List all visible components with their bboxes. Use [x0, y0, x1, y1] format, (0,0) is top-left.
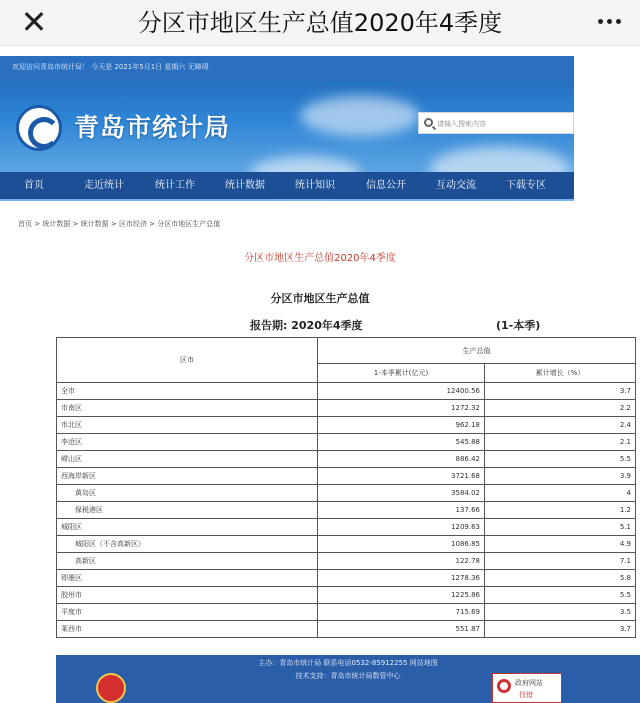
table-row: [57, 519, 636, 536]
growth-value-cell: 2.4: [485, 417, 636, 434]
error-report-label: 找错: [519, 691, 533, 699]
search-icon: [424, 118, 433, 127]
region-name-cell: 李沧区: [57, 434, 318, 451]
region-name-cell: 高新区: [57, 553, 318, 570]
growth-value-cell: 7.1: [485, 553, 636, 570]
site-logo-icon: [16, 105, 62, 151]
cumulative-value-cell: 886.42: [318, 451, 485, 468]
gov-site-error-report-button[interactable]: [492, 673, 562, 703]
region-name-cell: 胶州市: [57, 587, 318, 604]
cumulative-value-cell: 551.87: [318, 621, 485, 638]
growth-value-cell: 2.1: [485, 434, 636, 451]
region-name-cell: 城阳区（不含高新区）: [57, 536, 318, 553]
page-title: 分区市地区生产总值2020年4季度: [137, 9, 503, 37]
region-name-cell: 黄岛区: [57, 485, 318, 502]
column-header-region: 区市: [57, 338, 318, 383]
cumulative-value-cell: 137.66: [318, 502, 485, 519]
table-row: [57, 502, 636, 519]
growth-value-cell: 5.5: [485, 451, 636, 468]
nav-item-download[interactable]: 下载专区: [506, 180, 546, 191]
column-header-cumulative: 1-本季累计(亿元): [318, 364, 485, 383]
nav-item-knowledge[interactable]: 统计知识: [295, 180, 335, 191]
table-row: [57, 434, 636, 451]
more-options-icon[interactable]: [598, 10, 622, 34]
cumulative-value-cell: 1209.63: [318, 519, 485, 536]
nav-item-interaction[interactable]: 互动交流: [436, 180, 476, 191]
region-name-cell: 全市: [57, 383, 318, 400]
growth-value-cell: 3.7: [485, 383, 636, 400]
cumulative-value-cell: 3584.02: [318, 485, 485, 502]
cloud-decoration: [300, 96, 420, 136]
footer-sponsor: 主办：青岛市统计局 联系电话0532-85912255 网站地图: [258, 659, 438, 667]
report-title: 分区市地区生产总值2020年4季度: [244, 253, 396, 264]
site-name: 青岛市统计局: [74, 113, 231, 142]
growth-value-cell: 5.1: [485, 519, 636, 536]
growth-value-cell: 2.2: [485, 400, 636, 417]
gdp-table: [56, 337, 636, 638]
table-row: [57, 417, 636, 434]
cumulative-value-cell: 1278.36: [318, 570, 485, 587]
report-period: 报告期: 2020年4季度: [250, 319, 363, 332]
region-name-cell: 平度市: [57, 604, 318, 621]
table-row: [57, 536, 636, 553]
cumulative-value-cell: 1086.85: [318, 536, 485, 553]
main-nav: [0, 172, 574, 199]
table-title: 分区市地区生产总值: [270, 292, 370, 305]
growth-value-cell: 4: [485, 485, 636, 502]
table-row: [57, 570, 636, 587]
gov-site-label: 政府网站: [515, 679, 543, 687]
cumulative-value-cell: 122.78: [318, 553, 485, 570]
region-name-cell: 莱西市: [57, 621, 318, 638]
growth-value-cell: 4.9: [485, 536, 636, 553]
region-name-cell: 崂山区: [57, 451, 318, 468]
region-name-cell: 城阳区: [57, 519, 318, 536]
nav-item-work[interactable]: 统计工作: [155, 180, 195, 191]
nav-item-disclosure[interactable]: 信息公开: [366, 180, 406, 191]
region-name-cell: 保税港区: [57, 502, 318, 519]
table-row: [57, 553, 636, 570]
table-row: [57, 451, 636, 468]
cumulative-value-cell: 12400.56: [318, 383, 485, 400]
growth-value-cell: 3.9: [485, 468, 636, 485]
cumulative-value-cell: 3721.68: [318, 468, 485, 485]
table-row: [57, 587, 636, 604]
footer-tech-support: 技术支持：青岛市统计局数管中心: [295, 672, 401, 680]
growth-value-cell: 3.7: [485, 621, 636, 638]
table-row: [57, 621, 636, 638]
column-header-growth: 累计增长（%）: [485, 364, 636, 383]
table-row: [57, 468, 636, 485]
growth-value-cell: 1.2: [485, 502, 636, 519]
growth-value-cell: 5.5: [485, 587, 636, 604]
cumulative-value-cell: 715.69: [318, 604, 485, 621]
region-name-cell: 市北区: [57, 417, 318, 434]
cumulative-value-cell: 545.88: [318, 434, 485, 451]
mobile-top-bar: [0, 0, 640, 46]
nav-item-about[interactable]: 走近统计: [84, 180, 124, 191]
welcome-bar: [0, 56, 574, 82]
cumulative-value-cell: 962.18: [318, 417, 485, 434]
growth-value-cell: 3.5: [485, 604, 636, 621]
region-name-cell: 市南区: [57, 400, 318, 417]
column-header-gdp: 生产总值: [318, 338, 636, 364]
welcome-text: 欢迎访问青岛市统计局！ 今天是 2021年5月1日 星期六 无障碍: [12, 63, 209, 71]
party-emblem-icon[interactable]: [96, 673, 126, 703]
close-icon[interactable]: ✕: [20, 3, 48, 41]
nav-item-home[interactable]: 首页: [24, 180, 44, 191]
cumulative-value-cell: 1225.86: [318, 587, 485, 604]
search-placeholder: 请输入搜索内容: [437, 120, 486, 128]
nav-item-data[interactable]: 统计数据: [225, 180, 265, 191]
region-name-cell: 西海岸新区: [57, 468, 318, 485]
growth-value-cell: 5.8: [485, 570, 636, 587]
search-input[interactable]: [418, 112, 574, 134]
table-row: [57, 400, 636, 417]
table-row: [57, 485, 636, 502]
table-row: [57, 604, 636, 621]
region-name-cell: 即墨区: [57, 570, 318, 587]
report-period-range: (1-本季): [496, 319, 541, 332]
table-body: [57, 383, 636, 638]
magnifier-icon: [497, 679, 511, 693]
site-footer: [56, 655, 640, 703]
cumulative-value-cell: 1272.32: [318, 400, 485, 417]
table-row: [57, 383, 636, 400]
breadcrumb[interactable]: 首页 > 统计数据 > 统计数据 > 区市经济 > 分区市地区生产总值: [18, 220, 221, 228]
